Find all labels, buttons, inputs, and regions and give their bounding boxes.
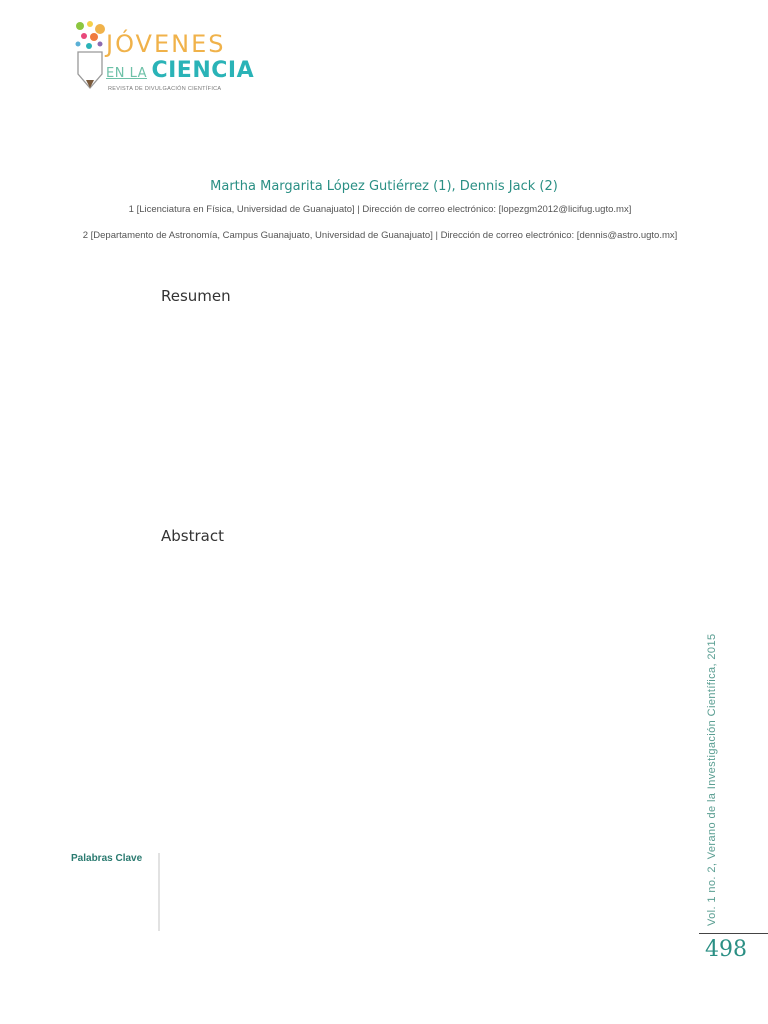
logo-word-jovenes: JÓVENES [106,30,226,58]
affiliation-1: 1 [Licenciatura en Física, Universidad de Guanajuato] | Dirección de correo electrónico: [lopezgm2012@licifug.ugto.mx] [128,204,632,215]
section-heading-resumen: Resumen [161,287,231,305]
author-names: Martha Margarita López Gutiérrez (1), Dennis Jack (2) [210,179,558,194]
page-number: 498 [705,937,747,962]
keywords-divider [158,853,160,931]
logo-word-line2 [106,58,254,83]
logo-tagline: REVISTA DE DIVULGACIÓN CIENTÍFICA [108,86,222,92]
section-heading-abstract: Abstract [161,527,224,545]
logo-word-ciencia: CIENCIA [151,58,255,83]
keywords-label: Palabras Clave [71,853,143,864]
running-head: Vol. 1 no. 2, Verano de la Investigación Científica, 2015 [706,633,718,926]
page-number-rule [699,933,768,934]
affiliation-2: 2 [Departamento de Astronomía, Campus Guanajuato, Universidad de Guanajuato] | Dirección de correo electrónico: [dennis@astro.ugto.mx] [82,230,678,241]
logo-word-enla: EN LA [106,66,148,81]
journal-logo [72,18,255,92]
